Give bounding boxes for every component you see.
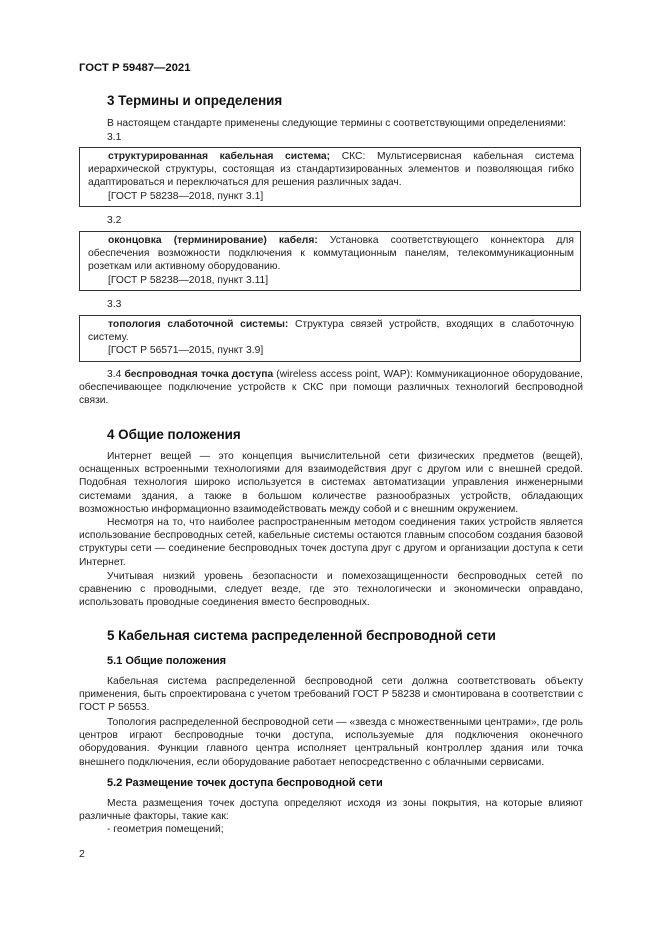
term-name: топология слаботочной системы: <box>108 319 289 330</box>
document-header: ГОСТ Р 59487—2021 <box>79 62 191 74</box>
term-text: Структура связей устройств, входящих в слаботочную систему. <box>88 319 574 344</box>
term-number: 3.2 <box>107 215 122 226</box>
term-name: беспроводная точка доступа <box>124 369 274 380</box>
term-reference: [ГОСТ Р 56571—2015, пункт 3.9] <box>108 345 264 357</box>
paragraph: Топология распределенной беспроводной сети — «звезда с множественными центрами», где роль центров играют беспроводные точки доступа, используемые для подключения оконечного оборудования. Функции главного центра исполняет центральный контроллер здания или точка внешнего подключения, если оборудование работает непосредственно с облачными сервисами. <box>79 717 583 768</box>
list-item: - геометрия помещений; <box>107 824 224 835</box>
section-4-title: 4 Общие положения <box>107 427 241 442</box>
paragraph: Интернет вещей — это концепция вычислительной сети физических предметов (вещей), оснащенных встроенными технологиями для взаимодействия друг с другом или с внешней средой. Подобная технология широко используется в системах автоматизации управления инженерными системами здания, а также в большом количестве разнообразных устройств, обладающих возможностью информационно взаимодействовать между собой и с внешним окружением. <box>79 451 583 515</box>
paragraph: Несмотря на то, что наиболее распространенным методом соединения таких устройств является использование беспроводных сетей, кабельные системы остаются главным способом создания базовой структуры сети — соединение беспроводных точек доступа друг с другом и организации доступа к сети Интернет. <box>79 517 583 568</box>
term-definition <box>88 150 574 190</box>
term-reference: [ГОСТ Р 58238—2018, пункт 3.11] <box>108 274 269 286</box>
term-box-3-2 <box>79 231 581 291</box>
term-text: (wireless access point, WAP): Коммуникационное оборудование, обеспечивающее подключение устройств к СКС при помощи различных технологий беспроводной связи. <box>79 369 583 407</box>
term-box-3-3 <box>79 315 581 362</box>
section-5-title: 5 Кабельная система распределенной беспроводной сети <box>107 628 496 643</box>
term-number: 3.4 <box>107 369 125 380</box>
subsection-5-1-title: 5.1 Общие положения <box>107 655 227 667</box>
subsection-5-2-title: 5.2 Размещение точек доступа беспроводной сети <box>107 777 383 789</box>
paragraph: Места размещения точек доступа определяют исходя из зоны покрытия, на которые влияют различные факторы, такие как: <box>79 798 583 823</box>
term-definition <box>88 234 574 274</box>
term-number: 3.1 <box>107 132 122 143</box>
term-reference: [ГОСТ Р 58238—2018, пункт 3.1] <box>108 190 264 202</box>
term-text: Установка соответствующего коннектора для обеспечения возможности подключения к коммутационным панелям, телекоммуникационным розеткам или активному оборудованию. <box>88 235 574 273</box>
page-number: 2 <box>79 848 85 860</box>
term-3-4 <box>79 368 583 408</box>
term-definition <box>88 318 574 344</box>
term-name: структурированная кабельная система; <box>108 151 331 162</box>
term-text: СКС: Мультисервисная кабельная система иерархической структуры, состоящая из стандартизированных элементов и позволяющая гибко адаптироваться и переключаться для решения различных задач. <box>88 151 574 189</box>
paragraph: Учитывая низкий уровень безопасности и помехозащищенности беспроводных сетей по сравнению с проводными, следует везде, где это технологически и экономически оправдано, использовать проводные соединения вместо беспроводных. <box>79 571 583 609</box>
section-3-title: 3 Термины и определения <box>107 93 283 108</box>
term-number: 3.3 <box>107 299 122 310</box>
term-box-3-1 <box>79 147 581 207</box>
paragraph: Кабельная система распределенной беспроводной сети должна соответствовать объекту применения, быть спроектирована с учетом требований ГОСТ Р 58238 и смонтирована в соответствии с ГОСТ Р 56553. <box>79 676 583 714</box>
section-3-intro: В настоящем стандарте применены следующие термины с соответствующими определениями: <box>107 118 567 129</box>
term-name: оконцовка (терминирование) кабеля: <box>108 235 318 246</box>
